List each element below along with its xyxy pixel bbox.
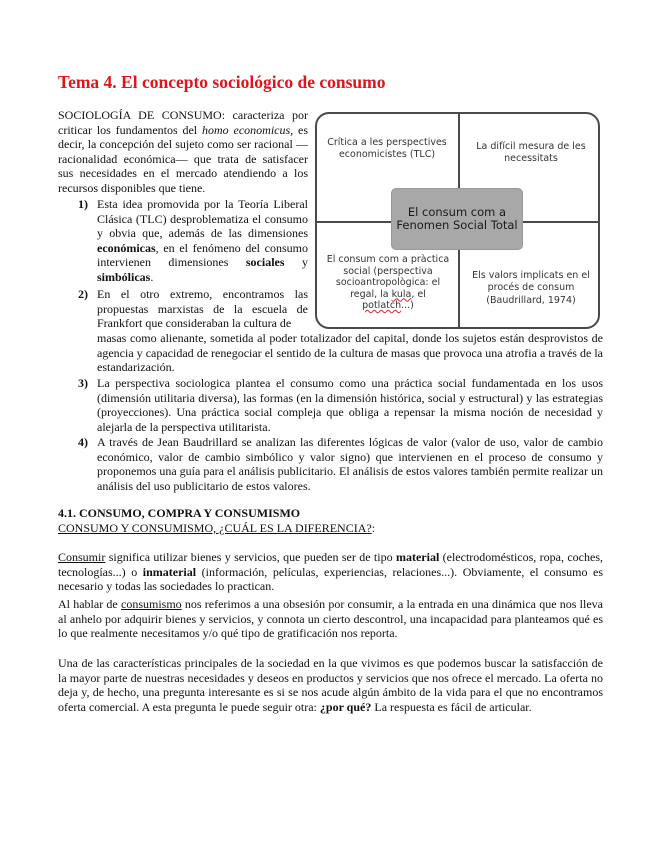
- intro-paragraph: SOCIOLOGÍA DE CONSUMO: caracteriza por criticar los fundamentos del homo economicus, es decir, la concepción del sujeto como ser racional —racionalidad económica— que trata de satisfacer sus necesidades en el mercado atendiendo a los recursos disponibles que tiene.: [58, 108, 308, 195]
- list-item-1: Esta idea promovida por la Teoría Liberal Clásica (TLC) desproblematiza el consumo y obvia que, además de las dimensiones económicas, en el fenómeno del consumo intervienen dimensiones sociales y simbólicas.: [97, 197, 308, 284]
- list-item-2-start: En el otro extremo, encontramos las propuestas marxistas de la escuela de Frankfort que consideraban la cultura de: [97, 287, 308, 331]
- list-number-4: 4): [78, 435, 88, 449]
- section-header: [58, 506, 603, 535]
- list-number-2: 2): [78, 287, 88, 301]
- diagram-bottom-right-ref: (Baudrillard, 1974): [486, 295, 576, 306]
- page-title: Tema 4. El concepto sociológico de consumo: [58, 72, 386, 92]
- list-number-3: 3): [78, 376, 88, 390]
- paragraph-consumir: Consumir significa utilizar bienes y servicios, que pueden ser de tipo material (electrodomésticos, ropa, coches, tecnologías...) o inmaterial (información, películas, experiencias, relaciones...). Obviamente, el consumo es necesario y todas las sociedades lo practican.: [58, 550, 603, 594]
- list-number-1: 1): [78, 197, 88, 211]
- diagram-bottom-right: Els valors implicats en el procés de consum: [472, 270, 590, 293]
- diagram-top-right: La difícil mesura de les necessitats: [476, 141, 586, 164]
- list-item-3: La perspectiva sociologica plantea el consumo como una práctica social fundamentada en los usos (dimensión utilitaria diversa), las formas (en la dimensión histórica, social y estructural) y las estrategias (proyecciones). Una práctica social compleja que obliga a repensar la misma noción de necesidad y alejarla de la perspectiva utilitarista.: [97, 376, 603, 434]
- paragraph-sociedad: Una de las características principales de la sociedad en la que vivimos es que podemos buscar la satisfacción de la mayor parte de nuestras necesidades y deseos en productos y servicios que nos ofrece el mercado. La oferta no deja y, de hecho, una pregunta interesante es si se nos acude algún ámbito de la vida para el que no encontramos oferta comercial. A esta pregunta le puede seguir otra: ¿por qué? La respuesta es fácil de articular.: [58, 656, 603, 714]
- section-heading: 4.1. CONSUMO, COMPRA Y CONSUMISMO: [58, 506, 301, 520]
- diagram-bottom-left: El consum com a pràctica social (perspectiva socioantropològica: el regal, la kula, el potlatch...): [326, 254, 450, 311]
- paragraph-consumismo: Al hablar de consumismo nos referimos a una obsesión por consumir, a la entrada en una dinámica que nos lleva al anhelo por adquirir bienes y servicios, y connota un cierto descontrol, una incapacidad para planteamos qué es lo que realmente necesitamos y/o qué tipo de gratificación nos reporta.: [58, 597, 603, 641]
- list-item-4: A través de Jean Baudrillard se analizan las diferentes lógicas de valor (valor de uso, valor de cambio económico, valor de cambio simbólico y valor signo) que intervienen en el proceso de consumo y proponemos una guía para el análisis publicitario. El análisis de estos valores también permite realizar un análisis del uso publicitario de estos valores.: [97, 435, 603, 493]
- consumption-diagram: [315, 112, 600, 329]
- diagram-center-box: El consum com a Fenomen Social Total: [392, 189, 522, 249]
- section-subheading: CONSUMO Y CONSUMISMO, ¿CUÁL ES LA DIFERENCIA?:: [58, 520, 376, 535]
- list-item-2-continued: masas como alienante, sometida al poder totalizador del capital, donde los sujetos están desprovistos de agencia y capacidad de renegociar el sentido de la cultura de masas que provoca una atrofia a través de la estandarización.: [97, 331, 603, 375]
- diagram-top-left: Crítica a les perspectives economicistes (TLC): [327, 137, 447, 160]
